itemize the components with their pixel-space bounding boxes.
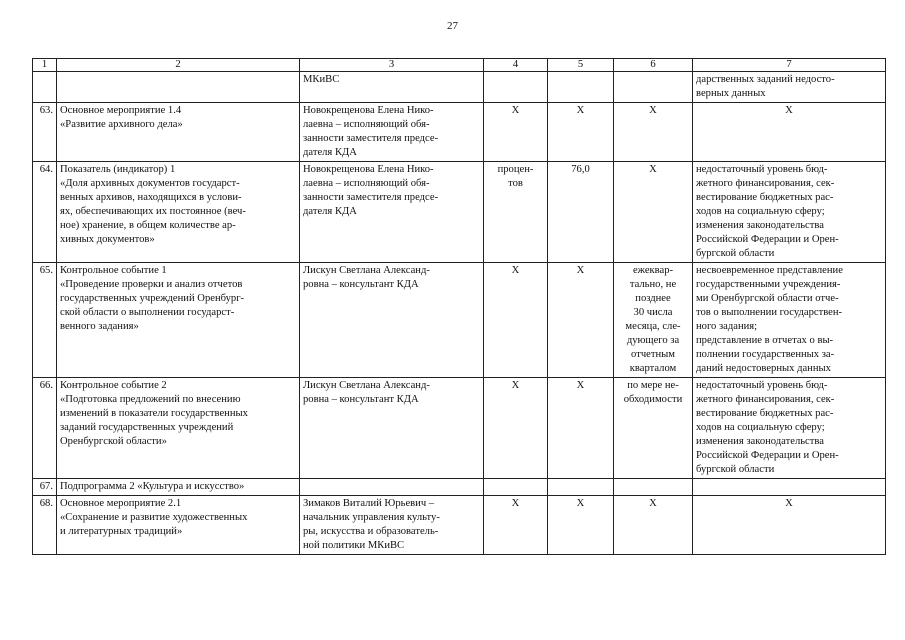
unit-cell: Х [484,496,548,555]
value-cell [548,479,614,496]
column-header: 5 [548,59,614,72]
value-cell: Х [548,263,614,378]
responsible-person: Новокрещенова Елена Нико- лаевна – исполняющий обя- занности заместителя предсе- дателя КДА [300,162,484,263]
column-header: 6 [614,59,693,72]
responsible-person: Зимаков Виталий Юрьевич – начальник управления культу- ры, искусства и образователь- ной политики МКиВС [300,496,484,555]
table-row [33,263,886,378]
column-header: 7 [693,59,886,72]
responsible-person: Лискун Светлана Александ- ровна – консультант КДА [300,263,484,378]
row-number: 66. [33,378,57,479]
responsible-person: МКиВС [300,72,484,103]
table-row [33,72,886,103]
table-row [33,162,886,263]
item-name: Показатель (индикатор) 1 «Доля архивных документов государст- венных архивов, находящихся в услови- ях, обеспечивающих их постоянное (веч- ное) хранение, в общем количестве ар- хивных документов» [57,162,300,263]
value-cell: 76,0 [548,162,614,263]
item-name [57,72,300,103]
unit-cell: Х [484,103,548,162]
unit-cell: Х [484,378,548,479]
unit-cell [484,72,548,103]
responsible-person [300,479,484,496]
deadline-cell: по мере не- обходимости [614,378,693,479]
table-row [33,378,886,479]
deadline-cell: Х [614,496,693,555]
item-name: Контрольное событие 1 «Проведение проверки и анализ отчетов государственных учреждений Оренбург- ской области о выполнении государст- венного задания» [57,263,300,378]
responsible-person: Новокрещенова Елена Нико- лаевна – исполняющий обя- занности заместителя предсе- дателя КДА [300,103,484,162]
risks-cell: несвоевременное представление государственными учреждения- ми Оренбургской области отче- тов о выполнении государствен- ного задания; представление в отчетах о вы- полнении государственных за- даний недостоверных данных [693,263,886,378]
unit-cell: Х [484,263,548,378]
risks-cell: дарственных заданий недосто- верных данных [693,72,886,103]
column-header: 1 [33,59,57,72]
row-number: 63. [33,103,57,162]
risks-cell [693,479,886,496]
value-cell [548,72,614,103]
responsible-person: Лискун Светлана Александ- ровна – консультант КДА [300,378,484,479]
table-row [33,496,886,555]
column-header: 2 [57,59,300,72]
deadline-cell: Х [614,162,693,263]
deadline-cell [614,72,693,103]
risks-cell: недостаточный уровень бюд- жетного финансирования, сек- вестирование бюджетных рас- ходов на социальную сферу; изменения законодательства Российской Федерации и Орен- бургской области [693,378,886,479]
program-table [32,58,886,555]
value-cell: Х [548,378,614,479]
risks-cell: недостаточный уровень бюд- жетного финансирования, сек- вестирование бюджетных рас- ходов на социальную сферу; изменения законодательства Российской Федерации и Орен- бургской области [693,162,886,263]
header-row [33,59,886,72]
table-row [33,103,886,162]
row-number: 65. [33,263,57,378]
item-name: Основное мероприятие 2.1 «Сохранение и развитие художественных и литературных традиций» [57,496,300,555]
value-cell: Х [548,103,614,162]
row-number: 64. [33,162,57,263]
risks-cell: Х [693,496,886,555]
item-name: Подпрограмма 2 «Культура и искусство» [57,479,300,496]
deadline-cell [614,479,693,496]
unit-cell [484,479,548,496]
deadline-cell: ежеквар- тально, не позднее 30 числа месяца, сле- дующего за отчетным кварталом [614,263,693,378]
column-header: 3 [300,59,484,72]
item-name: Контрольное событие 2 «Подготовка предложений по внесению изменений в показатели государственных заданий государственных учреждений Оренбургской области» [57,378,300,479]
unit-cell: процен- тов [484,162,548,263]
deadline-cell: Х [614,103,693,162]
column-header: 4 [484,59,548,72]
value-cell: Х [548,496,614,555]
item-name: Основное мероприятие 1.4 «Развитие архивного дела» [57,103,300,162]
table-row [33,479,886,496]
row-number: 68. [33,496,57,555]
row-number [33,72,57,103]
row-number: 67. [33,479,57,496]
risks-cell: Х [693,103,886,162]
page-number: 27 [447,20,458,32]
